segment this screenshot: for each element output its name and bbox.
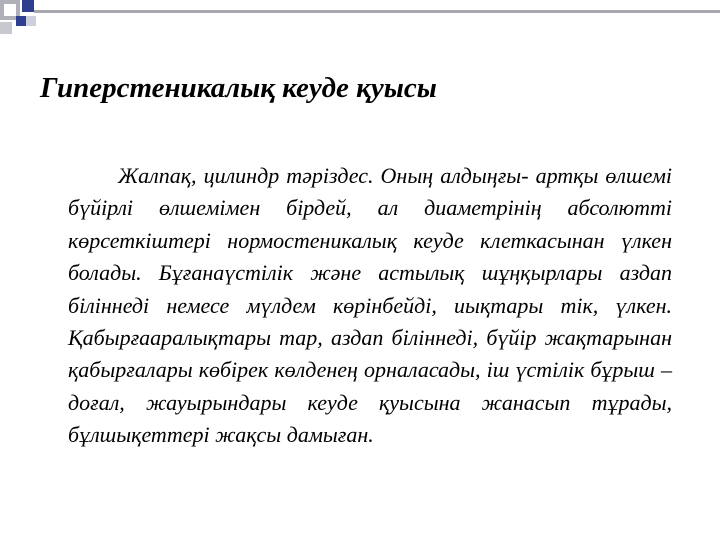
deco-square-gray-small [0,22,12,34]
deco-square-white [4,4,16,16]
deco-square-light [26,16,36,26]
deco-square-blue [22,0,34,12]
deco-square-blue-small [16,16,26,26]
slide-body-text: Жалпақ, цилиндр тәріздес. Оның алдыңғы- артқы өлшемі бүйірлі өлшемімен бірдей, ал диаметрінің абсолютті көрсеткіштері нормостеникалық кеуде клеткасынан үлкен болады. Бұғанаүстілік және астылық шұңқырлары аздап біліннеді немесе мүлдем көрінбейді, иықтары тік, үлкен. Қабырғааралықтары тар, аздап біліннеді, бүйір жақтарынан қабырғалары көбірек көлденең орналасады, іш үстілік бұрыш – доғал, жауырындары кеуде қуысына жанасып тұрады, бұлшықеттері жақсы дамыған. [68,163,672,448]
slide-title: Гиперстеникалық кеуде қуысы [40,72,437,104]
decorative-header-pattern [0,0,720,40]
deco-rule-line [34,10,720,13]
